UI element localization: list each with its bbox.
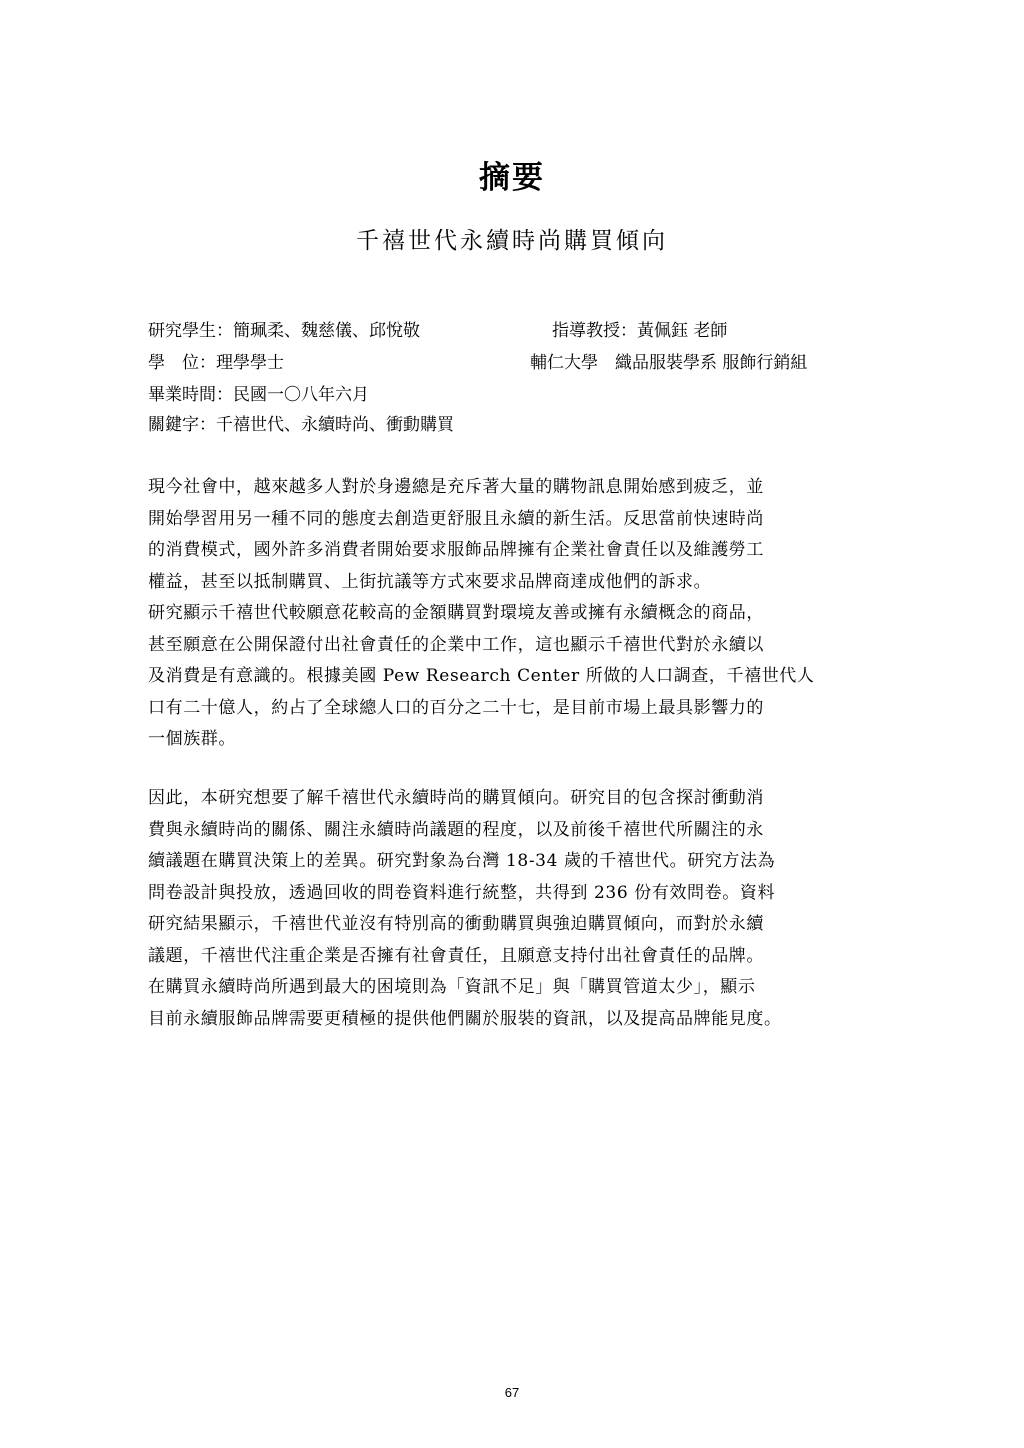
paragraph-line: 續議題在購買決策上的差異。研究對象為台灣 18-34 歲的千禧世代。研究方法為 — [148, 851, 776, 871]
paragraph-line: 研究結果顯示，千禧世代並沒有特別高的衝動購買與強迫購買傾向，而對於永續 — [148, 914, 764, 934]
keywords-line: 關鍵字：千禧世代、永續時尚、衝動購買 — [148, 415, 454, 435]
paragraph-line: 一個族群。 — [148, 729, 236, 749]
thesis-title: 千禧世代永續時尚購買傾向 — [356, 228, 668, 254]
abstract-paragraph-2 — [148, 783, 888, 1035]
paragraph-line: 在購買永續時尚所遇到最大的困境則為「資訊不足」與「購買管道太少」，顯示 — [148, 977, 756, 997]
department-line: 輔仁大學 織品服裝學系 服飾行銷組 — [530, 353, 808, 373]
paragraph-line: 目前永續服飾品牌需要更積極的提供他們關於服裝的資訊，以及提高品牌能見度。 — [148, 1008, 782, 1029]
paragraph-line: 因此，本研究想要了解千禧世代永續時尚的購買傾向。研究目的包含探討衝動消 — [148, 788, 764, 808]
paragraph-line: 問卷設計與投放，透過回收的問卷資料進行統整，共得到 236 份有效問卷。資料 — [148, 882, 776, 903]
advisor-line: 指導教授：黃佩鈺 老師 — [552, 321, 728, 341]
paragraph-line: 甚至願意在公開保證付出社會責任的企業中工作，這也顯示千禧世代對於永續以 — [148, 634, 764, 655]
paragraph-line: 議題，千禧世代注重企業是否擁有社會責任，且願意支持付出社會責任的品牌。 — [148, 945, 764, 966]
page-title: 摘要 — [479, 160, 545, 196]
degree-line: 學 位：理學學士 — [148, 353, 284, 373]
page-number: 67 — [504, 1385, 520, 1400]
paragraph-line: 費與永續時尚的關係、關注永續時尚議題的程度，以及前後千禧世代所關注的永 — [148, 819, 764, 840]
paragraph-line: 口有二十億人，約占了全球總人口的百分之二十七，是目前市場上最具影響力的 — [148, 697, 764, 718]
paragraph-line: 及消費是有意識的。根據美國 Pew Research Center 所做的人口調查，千禧世代人 — [148, 666, 815, 686]
graduation-line: 畢業時間：民國一〇八年六月 — [148, 385, 369, 405]
abstract-paragraph-1 — [148, 472, 888, 756]
paragraph-line: 權益，甚至以抵制購買、上街抗議等方式來要求品牌商達成他們的訴求。 — [148, 571, 712, 592]
paragraph-line: 的消費模式，國外許多消費者開始要求服飾品牌擁有企業社會責任以及維護勞工 — [148, 540, 764, 560]
paragraph-line: 開始學習用另一種不同的態度去創造更舒服且永續的新生活。反思當前快速時尚 — [148, 508, 764, 529]
paragraph-line: 現今社會中，越來越多人對於身邊總是充斥著大量的購物訊息開始感到疲乏，並 — [148, 477, 764, 497]
paragraph-line: 研究顯示千禧世代較願意花較高的金額購買對環境友善或擁有永續概念的商品， — [148, 603, 764, 623]
students-line: 研究學生：簡珮柔、魏慈儀、邱悅敬 — [148, 321, 420, 341]
